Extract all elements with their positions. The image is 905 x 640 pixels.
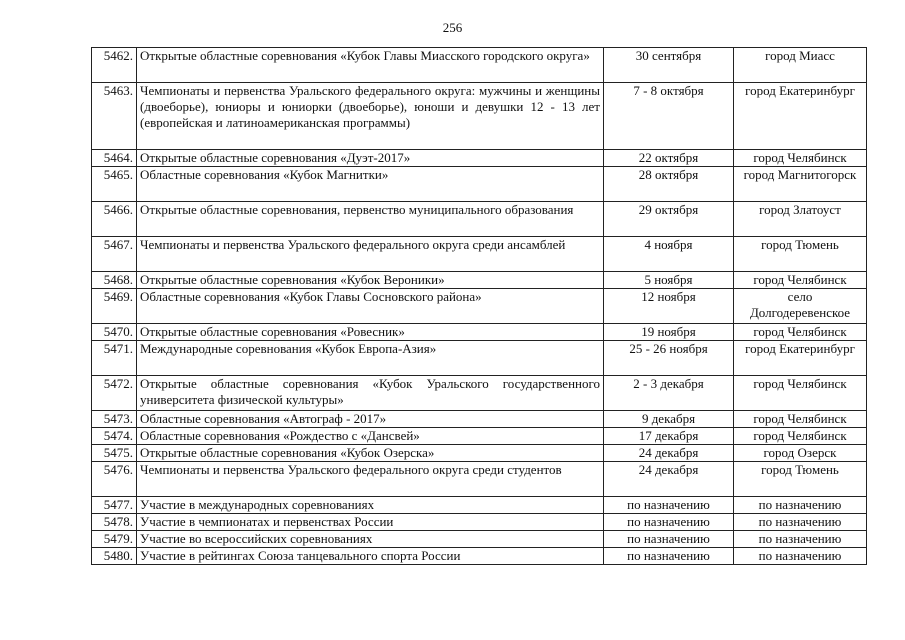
event-name: Открытые областные соревнования «Кубок Уральского государственного университета физической культуры» <box>137 376 604 411</box>
row-number: 5476. <box>92 462 137 497</box>
event-name: Участие в чемпионатах и первенствах России <box>137 514 604 531</box>
row-number: 5472. <box>92 376 137 411</box>
event-name: Открытые областные соревнования «Кубок Озерска» <box>137 445 604 462</box>
event-date: 24 декабря <box>604 462 734 497</box>
event-place: город Челябинск <box>734 376 867 411</box>
event-place: город Тюмень <box>734 462 867 497</box>
row-number: 5479. <box>92 531 137 548</box>
table-row <box>92 289 867 324</box>
row-number: 5474. <box>92 428 137 445</box>
event-place: город Челябинск <box>734 150 867 167</box>
event-date: 30 сентября <box>604 48 734 83</box>
event-place: по назначению <box>734 497 867 514</box>
event-date: 28 октября <box>604 167 734 202</box>
event-date: 12 ноября <box>604 289 734 324</box>
event-date: 17 декабря <box>604 428 734 445</box>
event-name: Чемпионаты и первенства Уральского федерального округа среди ансамблей <box>137 237 604 272</box>
event-place: по назначению <box>734 548 867 565</box>
event-date: 7 - 8 октября <box>604 83 734 150</box>
event-name: Участие во всероссийских соревнованиях <box>137 531 604 548</box>
event-date: по назначению <box>604 497 734 514</box>
event-name: Участие в рейтингах Союза танцевального спорта России <box>137 548 604 565</box>
event-place: по назначению <box>734 514 867 531</box>
event-place: город Екатеринбург <box>734 83 867 150</box>
table-row <box>92 237 867 272</box>
event-place: село Долгодеревенское <box>734 289 867 324</box>
event-date: 24 декабря <box>604 445 734 462</box>
event-name: Областные соревнования «Автограф - 2017» <box>137 411 604 428</box>
event-name: Открытые областные соревнования «Дуэт-2017» <box>137 150 604 167</box>
event-date: 5 ноября <box>604 272 734 289</box>
table-row <box>92 411 867 428</box>
row-number: 5462. <box>92 48 137 83</box>
event-date: 2 - 3 декабря <box>604 376 734 411</box>
table-row <box>92 531 867 548</box>
row-number: 5471. <box>92 341 137 376</box>
event-name: Открытые областные соревнования «Кубок Вероники» <box>137 272 604 289</box>
event-place: город Челябинск <box>734 411 867 428</box>
table-row <box>92 548 867 565</box>
page-number: 256 <box>442 20 463 35</box>
event-date: 22 октября <box>604 150 734 167</box>
event-date: 29 октября <box>604 202 734 237</box>
table-row <box>92 150 867 167</box>
row-number: 5468. <box>92 272 137 289</box>
event-place: город Озерск <box>734 445 867 462</box>
row-number: 5464. <box>92 150 137 167</box>
event-place: город Тюмень <box>734 237 867 272</box>
table-row <box>92 376 867 411</box>
table-row <box>92 445 867 462</box>
table-row <box>92 428 867 445</box>
row-number: 5480. <box>92 548 137 565</box>
event-place: город Магнитогорск <box>734 167 867 202</box>
row-number: 5469. <box>92 289 137 324</box>
row-number: 5463. <box>92 83 137 150</box>
event-date: 4 ноября <box>604 237 734 272</box>
event-date: по назначению <box>604 514 734 531</box>
event-name: Чемпионаты и первенства Уральского федерального округа среди студентов <box>137 462 604 497</box>
event-name: Участие в международных соревнованиях <box>137 497 604 514</box>
table-row <box>92 324 867 341</box>
event-name: Открытые областные соревнования, первенство муниципального образования <box>137 202 604 237</box>
table-row <box>92 48 867 83</box>
event-date: 9 декабря <box>604 411 734 428</box>
event-name: Областные соревнования «Рождество с «Дансвей» <box>137 428 604 445</box>
event-place: город Челябинск <box>734 324 867 341</box>
table-row <box>92 341 867 376</box>
event-name: Областные соревнования «Кубок Главы Сосновского района» <box>137 289 604 324</box>
table-row <box>92 462 867 497</box>
event-place: город Челябинск <box>734 272 867 289</box>
row-number: 5466. <box>92 202 137 237</box>
event-name: Открытые областные соревнования «Кубок Главы Миасского городского округа» <box>137 48 604 83</box>
row-number: 5465. <box>92 167 137 202</box>
competition-schedule-table <box>91 47 867 565</box>
event-date: 25 - 26 ноября <box>604 341 734 376</box>
event-place: по назначению <box>734 531 867 548</box>
event-place: город Челябинск <box>734 428 867 445</box>
row-number: 5475. <box>92 445 137 462</box>
event-place: город Златоуст <box>734 202 867 237</box>
event-name: Областные соревнования «Кубок Магнитки» <box>137 167 604 202</box>
event-date: по назначению <box>604 531 734 548</box>
table-row <box>92 272 867 289</box>
row-number: 5473. <box>92 411 137 428</box>
event-name: Чемпионаты и первенства Уральского федерального округа: мужчины и женщины (двоеборье), юниоры и юниорки (двоеборье), юноши и девушки 12 - 13 лет (европейская и латиноамериканская программы) <box>137 83 604 150</box>
row-number: 5477. <box>92 497 137 514</box>
event-name: Международные соревнования «Кубок Европа-Азия» <box>137 341 604 376</box>
row-number: 5478. <box>92 514 137 531</box>
row-number: 5470. <box>92 324 137 341</box>
event-place: город Миасс <box>734 48 867 83</box>
event-name: Открытые областные соревнования «Ровесник» <box>137 324 604 341</box>
row-number: 5467. <box>92 237 137 272</box>
table-row <box>92 167 867 202</box>
event-place: город Екатеринбург <box>734 341 867 376</box>
event-date: 19 ноября <box>604 324 734 341</box>
table-row <box>92 497 867 514</box>
table-row <box>92 83 867 150</box>
table-row <box>92 202 867 237</box>
event-date: по назначению <box>604 548 734 565</box>
table-row <box>92 514 867 531</box>
